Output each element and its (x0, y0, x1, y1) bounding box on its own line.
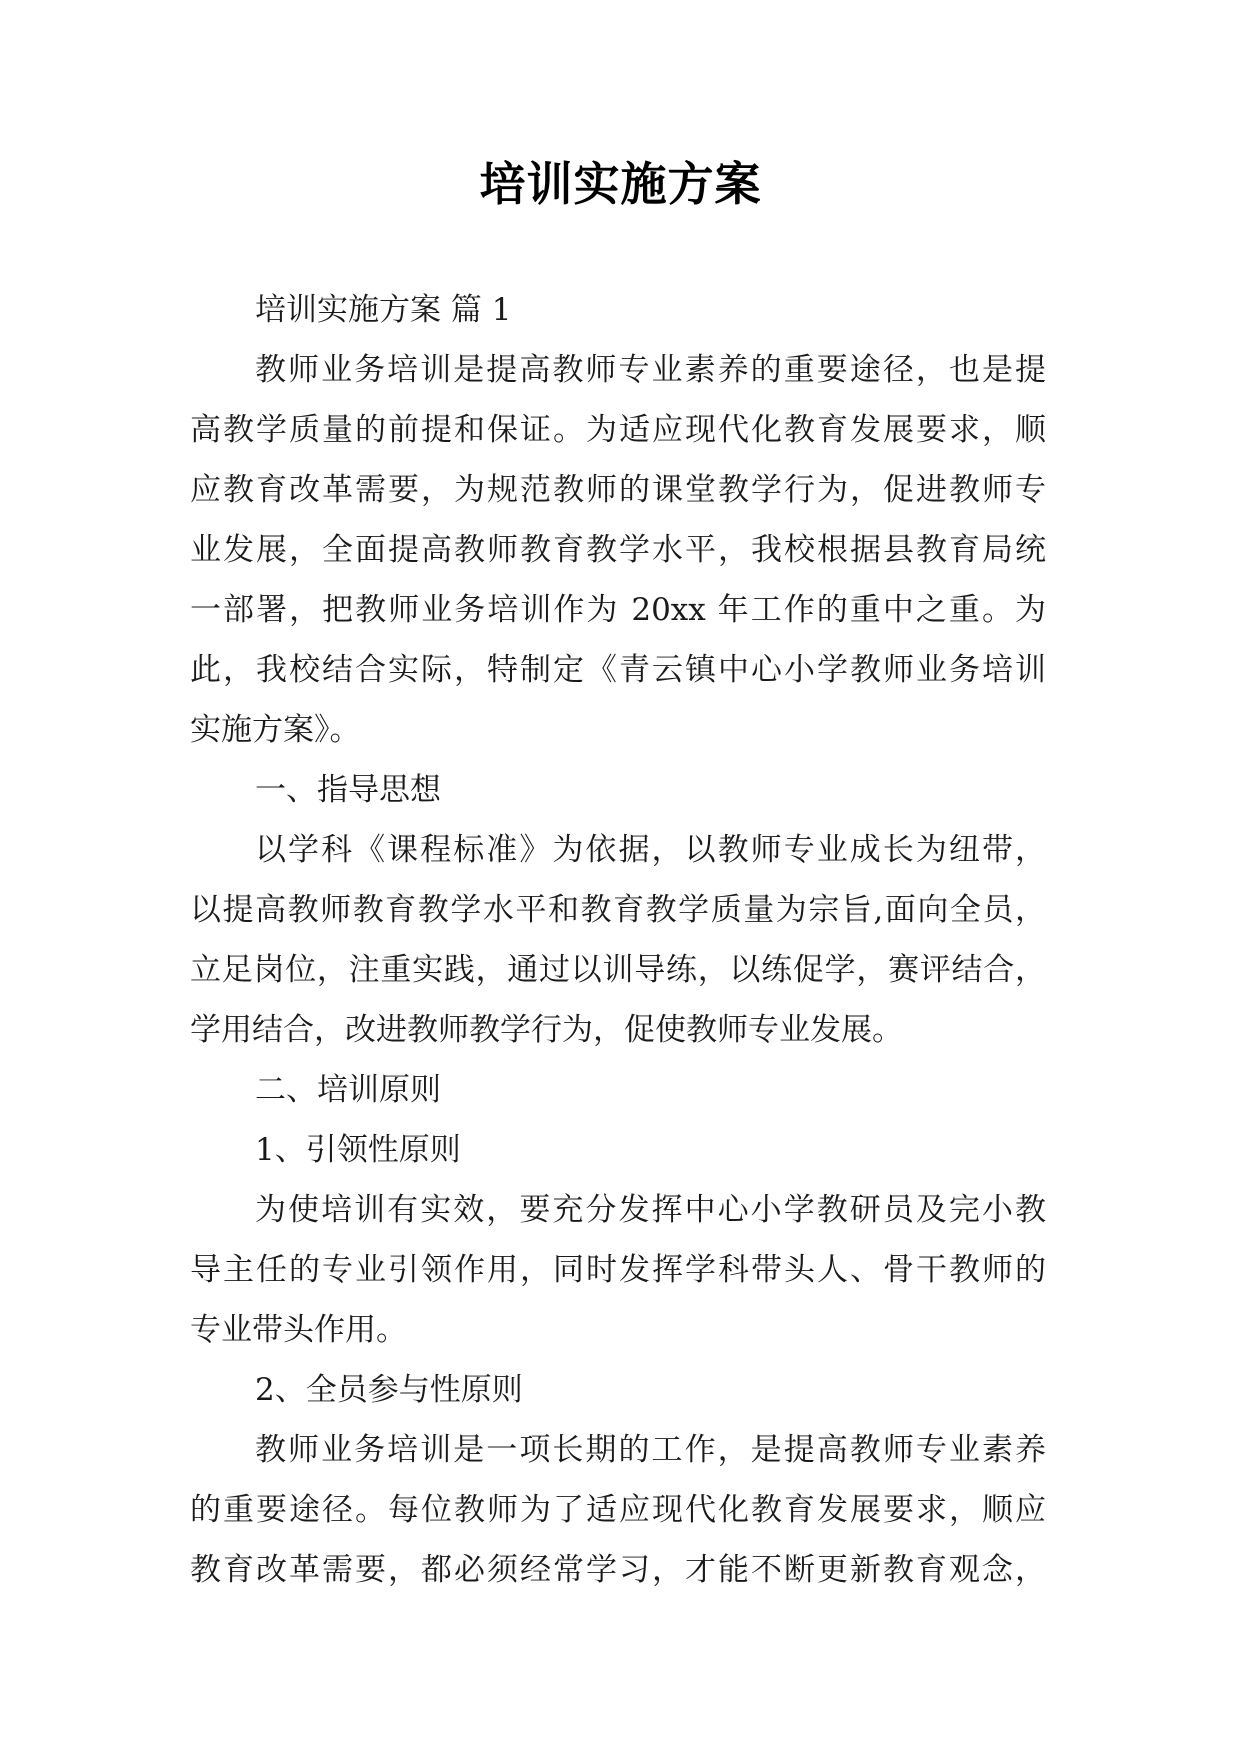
paragraph-line: 一部署，把教师业务培训作为 20xx 年工作的重中之重。为 (190, 592, 1046, 628)
paragraph-line: 高教学质量的前提和保证。为适应现代化教育发展要求，顺 (190, 412, 1046, 448)
paragraph-line: 实施方案》。 (190, 712, 361, 748)
paragraph-line: 教育改革需要，都必须经常学习，才能不断更新教育观念， (190, 1552, 1046, 1588)
paragraph-line: 教师业务培训是一项长期的工作，是提高教师专业素养 (255, 1432, 1046, 1468)
paragraph-line: 此，我校结合实际，特制定《青云镇中心小学教师业务培训 (190, 652, 1046, 688)
section-heading: 培训实施方案 篇 1 (255, 292, 512, 328)
paragraph-line: 应教育改革需要，为规范教师的课堂教学行为，促进教师专 (190, 472, 1046, 508)
paragraph-line: 教师业务培训是提高教师专业素养的重要途径，也是提 (255, 352, 1046, 388)
subsection-heading: 2、全员参与性原则 (255, 1372, 523, 1408)
paragraph-line: 立足岗位，注重实践，通过以训导练，以练促学，赛评结合， (190, 952, 1046, 988)
document-title: 培训实施方案 (479, 157, 762, 211)
paragraph-line: 专业带头作用。 (190, 1312, 407, 1348)
paragraph-line: 业发展，全面提高教师教育教学水平，我校根据县教育局统 (190, 532, 1046, 568)
paragraph-line: 导主任的专业引领作用，同时发挥学科带头人、骨干教师的 (190, 1252, 1046, 1288)
subsection-heading: 1、引领性原则 (255, 1132, 461, 1168)
paragraph-line: 为使培训有实效，要充分发挥中心小学教研员及完小教 (255, 1192, 1046, 1228)
section-heading: 一、指导思想 (255, 772, 441, 808)
paragraph-line: 学用结合，改进教师教学行为，促使教师专业发展。 (190, 1012, 903, 1048)
paragraph-line: 的重要途径。每位教师为了适应现代化教育发展要求，顺应 (190, 1492, 1046, 1528)
section-heading: 二、培训原则 (255, 1072, 441, 1108)
paragraph-line: 以学科《课程标准》为依据，以教师专业成长为纽带， (255, 832, 1046, 868)
paragraph-line: 以提高教师教育教学水平和教育教学质量为宗旨,面向全员， (190, 892, 1046, 928)
